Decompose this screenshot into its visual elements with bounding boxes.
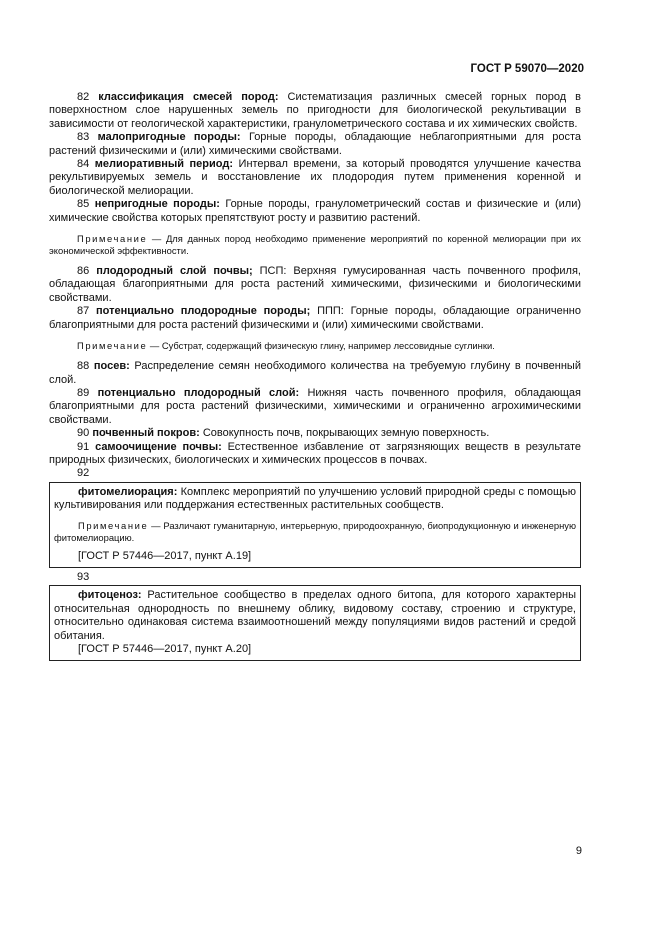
definition: Комплекс мероприятий по улучшению условий природной среды с помощью культивирования или поддержания естественных растительных сообществ.	[54, 485, 576, 512]
entry-84: 84 мелиоративный период: Интервал времени, за который проводятся улучшение качества рекультивируемых земель и восстановление их плодородия путем применения коренной и биологической мелиорации.	[49, 158, 582, 197]
note-87: Примечание — Субстрат, содержащий физическую глину, например лессовидные суглинки.	[77, 340, 495, 352]
entry-93-number: 93	[77, 570, 90, 583]
term: мелиоративный период:	[94, 158, 234, 171]
term: классификация смесей пород:	[98, 91, 279, 103]
entry-91: 91 самоочищение почвы: Естественное избавление от загрязняющих веществ в результате природных физических, биологических и химических процессов в почвах.	[49, 440, 582, 466]
entry-92-box	[49, 482, 581, 568]
entry-86: 86 плодородный слой почвы; ПСП: Верхняя гумусированная часть почвенного профиля, обладающая благоприятными для роста растений химическими, физическими и биологическими свойствами.	[49, 265, 581, 304]
entry-83: 83 малопригодные породы: Горные породы, обладающие неблагоприятными для роста растений физическими и (или) химическими свойствами.	[49, 131, 582, 157]
note-label: Примечание	[78, 519, 149, 531]
definition: ПСП: Верхняя гумусированная часть почвенного профиля, обладающая благоприятными для роста растений химическими, физическими и биологическими свойствами.	[49, 265, 581, 304]
definition: ППП: Горные породы, обладающие ограниченно благоприятными для роста растений физическими и (или) химическими свойствами.	[49, 305, 582, 331]
entry-89: 89 потенциально плодородный слой: Нижняя часть почвенного профиля, обладающая благоприятными для роста растений физическими, химическими и ограниченно агрохимическими свойствами.	[49, 386, 581, 426]
term: посев:	[93, 360, 130, 373]
entry-87: 87 потенциально плодородные породы; ППП: Горные породы, обладающие ограниченно благоприятными для роста растений физическими и (или) химическими свойствами.	[49, 305, 582, 331]
note-85: Примечание — Для данных пород необходимо применение мероприятий по коренной мелиорации при их экономической эффективности.	[49, 233, 581, 257]
entry-93-box	[49, 585, 581, 661]
note-label: Примечание	[77, 233, 148, 245]
definition: Горные породы, обладающие неблагоприятными для роста растений физическими и (или) химическими свойствами.	[49, 131, 582, 157]
definition: Систематизация различных смесей горных пород в поверхностном слое нарушенных земель по пригодности для биологической рекультивации в зависимости от геологической характеристики, гранулометрического состава и их химических свойств.	[49, 91, 581, 130]
definition: Интервал времени, за который проводятся улучшение качества рекультивируемых земель и восстановление их плодородия путем применения коренной и биологической мелиорации.	[49, 158, 582, 197]
term: плодородный слой почвы;	[96, 265, 253, 278]
term: фитомелиорация:	[78, 485, 178, 498]
term: самоочищение почвы:	[95, 440, 222, 453]
definition: Нижняя часть почвенного профиля, обладающая благоприятными для роста растений физическими, химическими и ограниченно агрохимическими свойствами.	[49, 386, 581, 426]
entry-82: 82 классификация смесей пород: Систематизация различных смесей горных пород в поверхностном слое нарушенных земель по пригодности для биологической рекультивации в зависимости от геологической характеристики, гранулометрического состава и их химических свойств.	[49, 91, 581, 130]
page-number: 9	[575, 845, 582, 857]
document-body	[49, 91, 581, 664]
term: потенциально плодородные породы;	[95, 305, 311, 318]
definition: Горные породы, гранулометрический состав и физические и (или) химические свойства которых препятствуют росту и развитию растений.	[49, 198, 582, 224]
definition: Естественное избавление от загрязняющих веществ в результате природных физических, биологических и химических процессов в почвах.	[49, 440, 582, 466]
term: фитоценоз:	[78, 589, 142, 602]
term: малопригодные породы:	[97, 131, 241, 144]
term: потенциально плодородный слой:	[97, 386, 300, 399]
entry-92-number: 92	[77, 467, 90, 480]
term: почвенный покров:	[92, 427, 200, 440]
entry-93	[54, 589, 576, 643]
entry-85: 85 непригодные породы: Горные породы, гранулометрический состав и физические и (или) химические свойства которых препятствуют росту и развитию растений.	[49, 198, 582, 224]
entry-88: 88 посев: Распределение семян необходимого количества на требуемую глубину в почвенный слой.	[49, 360, 581, 386]
note-label: Примечание	[77, 340, 148, 352]
note-92: Примечание — Различают гуманитарную, интерьерную, природоохранную, биопродукционную и инженерную фитомелиорацию.	[54, 519, 576, 543]
definition: Растительное сообщество в пределах одного битопа, для которого характерны относительная однородность по внешнему облику, видовому составу, строению и структуре, относительно одинаковая система взаимоотношений между популяциями видов растений и средой обитания.	[54, 589, 576, 642]
source-reference: [ГОСТ Р 57446—2017, пункт А.20]	[78, 643, 252, 655]
definition: Распределение семян необходимого количества на требуемую глубину в почвенный слой.	[49, 360, 581, 386]
source-reference: [ГОСТ Р 57446—2017, пункт А.19]	[78, 549, 252, 562]
entry-90: 90 почвенный покров: Совокупность почв, покрывающих земную поверхность.	[77, 427, 490, 440]
document-number: ГОСТ Р 59070—2020	[470, 63, 584, 75]
definition: Совокупность почв, покрывающих земную поверхность.	[202, 427, 490, 440]
term: непригодные породы:	[94, 198, 220, 211]
entry-92	[54, 486, 576, 513]
